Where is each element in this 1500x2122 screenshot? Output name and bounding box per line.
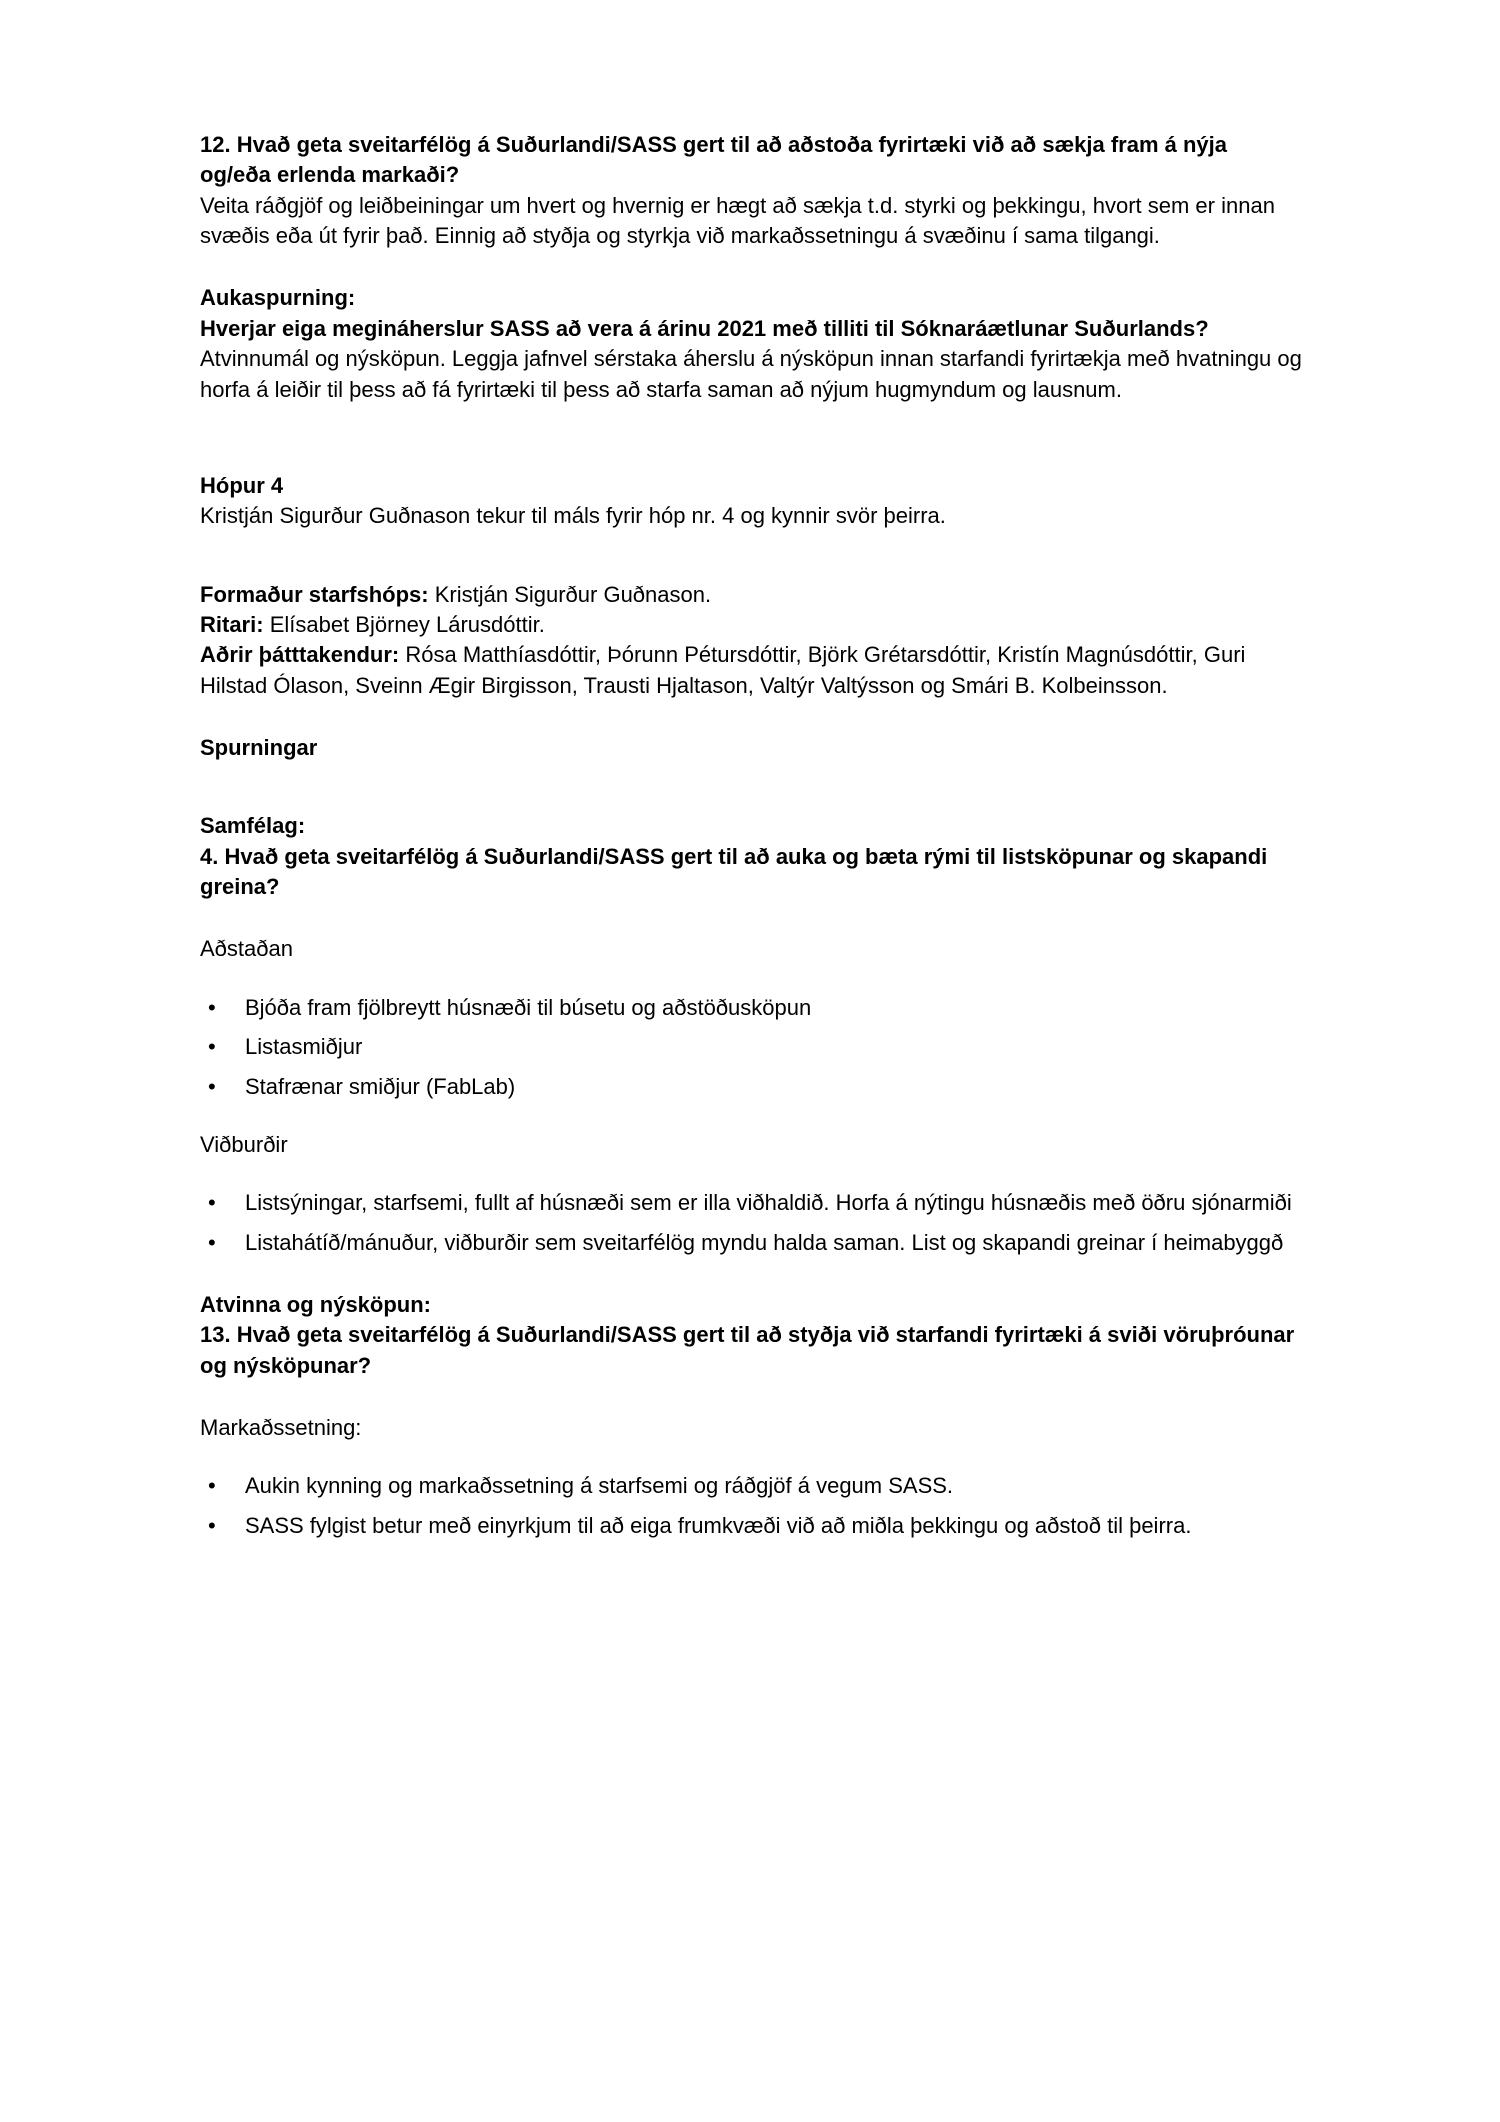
list-item: • SASS fylgist betur með einyrkjum til að eiga frumkvæði við að miðla þekkingu og aðstoð til þeirra. — [200, 1511, 1302, 1541]
question-4-heading: 4. Hvað geta sveitarfélög á Suðurlandi/SASS gert til að auka og bæta rými til listsköpunar og skapandi greina? — [200, 843, 1268, 900]
vidburdir-bullet-list — [200, 1188, 1302, 1258]
formadur-value: Kristján Sigurður Guðnason. — [434, 581, 712, 607]
list-item: • Aukin kynning og markaðssetning á starfsemi og ráðgjöf á vegum SASS. — [200, 1471, 1302, 1501]
aukaspurning-question: Hverjar eiga megináherslur SASS að vera á árinu 2021 með tilliti til Sóknaráætlunar Suðurlands? — [200, 315, 1209, 341]
list-item: • Bjóða fram fjölbreytt húsnæði til búsetu og aðstöðusköpun — [200, 993, 1302, 1023]
adrir-thatttakendur-line — [200, 640, 1302, 701]
vidburdir-label: Viðburðir — [200, 1131, 288, 1157]
question-12-answer: Veita ráðgjöf og leiðbeiningar um hvert og hvernig er hægt að sækja t.d. styrki og þekkingu, hvort sem er innan svæðis eða út fyrir það. Einnig að styðja og styrkja við markaðssetningu á svæðinu í sama tilgangi. — [200, 192, 1275, 249]
list-item: • Stafrænar smiðjur (FabLab) — [200, 1072, 1302, 1102]
atvinna-label: Atvinna og nýsköpun: — [200, 1291, 431, 1317]
adrir-thatttakendur-label: Aðrir þátttakendur: — [200, 642, 400, 668]
list-item: • Listsýningar, starfsemi, fullt af húsnæði sem er illa viðhaldið. Horfa á nýtingu húsnæðis með öðru sjónarmiði — [200, 1188, 1302, 1218]
formadur-label: Formaður starfshóps: — [200, 581, 429, 607]
adrir-thatttakendur-value: Rósa Matthíasdóttir, Þórunn Pétursdóttir, Björk Grétarsdóttir, Kristín Magnúsdóttir, Guri Hilstad Ólason, Sveinn Ægir Birgisson, Trausti Hjaltason, Valtýr Valtýsson og Smári B. Kolbeinsson. — [200, 642, 1246, 698]
ritari-label: Ritari: — [200, 611, 264, 637]
markadssetning-label: Markaðssetning: — [200, 1415, 362, 1441]
markadssetning-bullet-list — [200, 1471, 1302, 1541]
formadur-line — [200, 580, 1302, 610]
question-13-heading: 13. Hvað geta sveitarfélög á Suðurlandi/SASS gert til að styðja við starfandi fyrirtæki á sviði vöruþróunar og nýsköpunar? — [200, 1322, 1295, 1378]
adstadan-label: Aðstaðan — [200, 936, 293, 962]
aukaspurning-answer: Atvinnumál og nýsköpun. Leggja jafnvel sérstaka áherslu á nýsköpun innan starfandi fyrirtækja með hvatningu og horfa á leiðir til þess að fá fyrirtæki til þess að starfa saman að nýjum hugmyndum og lausnum. — [200, 346, 1302, 402]
ritari-line — [200, 610, 1302, 640]
list-item: • Listasmiðjur — [200, 1032, 1302, 1062]
hopur4-intro: Kristján Sigurður Guðnason tekur til máls fyrir hóp nr. 4 og kynnir svör þeirra. — [200, 503, 946, 529]
list-item: • Listahátíð/mánuður, viðburðir sem sveitarfélög myndu halda saman. List og skapandi greinar í heimabyggð — [200, 1228, 1302, 1258]
spurningar-heading: Spurningar — [200, 735, 318, 761]
samfelag-label: Samfélag: — [200, 813, 306, 839]
aukaspurning-label: Aukaspurning: — [200, 285, 356, 311]
hopur4-heading: Hópur 4 — [200, 472, 284, 498]
adstadan-bullet-list — [200, 993, 1302, 1102]
ritari-value: Elísabet Björney Lárusdóttir. — [269, 611, 545, 637]
question-12-heading: 12. Hvað geta sveitarfélög á Suðurlandi/SASS gert til að aðstoða fyrirtæki við að sækja fram á nýja og/eða erlenda markaði? — [200, 132, 1227, 188]
